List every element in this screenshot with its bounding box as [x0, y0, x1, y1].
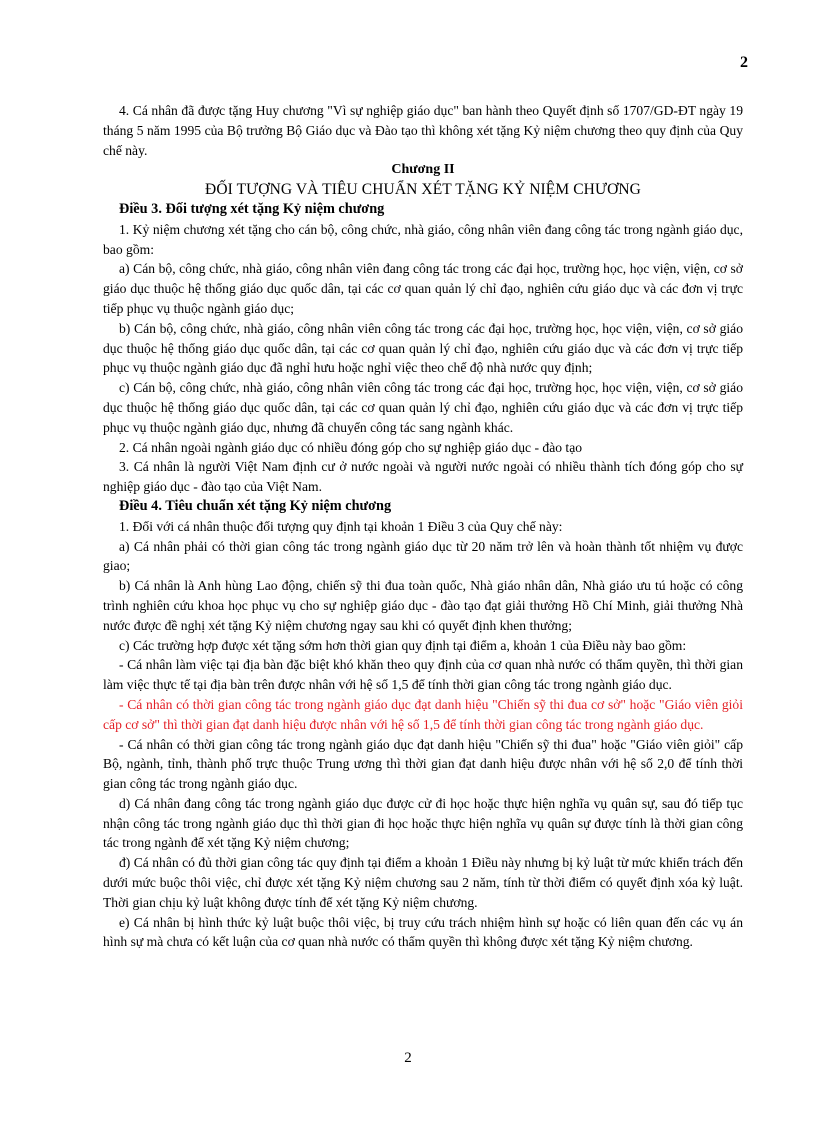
document-body — [103, 101, 743, 952]
chapter-heading: Chương II — [391, 162, 455, 178]
page-number-top: 2 — [740, 54, 748, 71]
paragraph: 1. Đối với cá nhân thuộc đối tượng quy định tại khoản 1 Điều 3 của Quy chế này: — [119, 518, 563, 534]
paragraph: b) Cán bộ, công chức, nhà giáo, công nhân viên công tác trong các đại học, trường học, học viện, viện, cơ sở giáo dục thuộc hệ thống giáo dục quốc dân, tại các cơ quan quản lý chỉ đạo, nghiên cứu giáo dục và các đơn vị trực tiếp phục vụ thuộc ngành giáo dục đã nghỉ hưu hoặc nghỉ việc theo chế độ nhà nước quy định; — [103, 320, 743, 376]
paragraph: e) Cá nhân bị hình thức kỷ luật buộc thôi việc, bị truy cứu trách nhiệm hình sự hoặc có liên quan đến các vụ án hình sự mà chưa có kết luận của cơ quan nhà nước có thẩm quyền thì không được xét tặng Kỷ niệm chương. — [103, 914, 743, 950]
paragraph: b) Cá nhân là Anh hùng Lao động, chiến sỹ thi đua toàn quốc, Nhà giáo nhân dân, Nhà giáo ưu tú hoặc có công trình nghiên cứu khoa học phục vụ cho sự nghiệp giáo dục - đào tạo đạt giải thưởng Hồ Chí Minh, giải thưởng Nhà nước được đề nghị xét tặng Kỷ niệm chương ngay sau khi có quyết định khen thưởng; — [103, 578, 743, 633]
paragraph: a) Cán bộ, công chức, nhà giáo, công nhân viên đang công tác trong các đại học, trường học, học viện, viện, cơ sở giáo dục thuộc hệ thống giáo dục quốc dân, tại các cơ quan quản lý chỉ đạo, nghiên cứu giáo dục và các đơn vị trực tiếp phục vụ thuộc ngành giáo dục; — [103, 261, 743, 316]
article-3-heading: Điều 3. Đối tượng xét tặng Kỷ niệm chương — [119, 200, 385, 217]
paragraph: a) Cá nhân phải có thời gian công tác trong ngành giáo dục từ 20 năm trở lên và hoàn thành tốt nhiệm vụ được giao; — [103, 538, 743, 574]
paragraph: d) Cá nhân đang công tác trong ngành giáo dục được cử đi học hoặc thực hiện nghĩa vụ quân sự, sau đó tiếp tục nhận công tác trong ngành giáo dục thì thời gian đi học hoặc thực hiện nghĩa vụ quân sự được tính là thời gian công tác trong ngành để xét tặng Kỷ niệm chương; — [103, 795, 743, 851]
paragraph: - Cá nhân có thời gian công tác trong ngành giáo dục đạt danh hiệu "Chiến sỹ thi đua" hoặc "Giáo viên giỏi" cấp Bộ, ngành, tỉnh, thành phố trực thuộc Trung ương thì thời gian đạt danh hiệu được nhân với hệ số 2,0 để tính thời gian công tác trong ngành giáo dục. — [103, 736, 743, 792]
paragraph-item-4: 4. Cá nhân đã được tặng Huy chương "Vì sự nghiệp giáo dục" ban hành theo Quyết định số 1707/GD-ĐT ngày 19 tháng 5 năm 1995 của Bộ trưởng Bộ Giáo dục và Đào tạo thì không xét tặng Kỷ niệm chương theo quy định của Quy chế này. — [103, 103, 743, 158]
page-number-bottom: 2 — [404, 1050, 412, 1066]
paragraph: đ) Cá nhân có đủ thời gian công tác quy định tại điểm a khoản 1 Điều này nhưng bị kỷ luật từ mức khiển trách đến dưới mức buộc thôi việc, chỉ được xét tặng Kỷ niệm chương sau 2 năm, tính từ thời điểm có quyết định xóa kỷ luật. Thời gian chịu kỷ luật không được tính để xét tặng Kỷ niệm chương. — [103, 855, 743, 910]
highlighted-paragraph: - Cá nhân có thời gian công tác trong ngành giáo dục đạt danh hiệu "Chiến sỹ thi đua cơ sở" hoặc "Giáo viên giỏi cấp cơ sở" thì thời gian đạt danh hiệu được nhân với hệ số 1,5 để tính thời gian công tác trong ngành giáo dục. — [103, 696, 743, 732]
article-4-heading: Điều 4. Tiêu chuẩn xét tặng Kỷ niệm chương — [119, 497, 392, 514]
chapter-title: ĐỐI TƯỢNG VÀ TIÊU CHUẨN XÉT TẶNG KỶ NIỆM CHƯƠNG — [205, 181, 641, 199]
paragraph: 2. Cá nhân ngoài ngành giáo dục có nhiều đóng góp cho sự nghiệp giáo dục - đào tạo — [119, 439, 583, 455]
paragraph: 3. Cá nhân là người Việt Nam định cư ở nước ngoài và người nước ngoài có nhiều thành tích đóng góp cho sự nghiệp giáo dục - đào tạo của Việt Nam. — [103, 459, 743, 495]
paragraph: c) Cán bộ, công chức, nhà giáo, công nhân viên công tác trong các đại học, trường học, học viện, viện, cơ sở giáo dục thuộc hệ thống giáo dục quốc dân, tại các cơ quan quản lý chỉ đạo, nghiên cứu giáo dục và các đơn vị trực tiếp phục vụ thuộc ngành giáo dục, nhưng đã chuyển công tác sang ngành khác. — [103, 380, 743, 435]
paragraph: - Cá nhân làm việc tại địa bàn đặc biệt khó khăn theo quy định của cơ quan nhà nước có thẩm quyền, thì thời gian làm việc thực tế tại địa bàn trên được nhân với hệ số 1,5 để tính thời gian công tác trong ngành giáo dục. — [103, 657, 743, 693]
paragraph: c) Các trường hợp được xét tặng sớm hơn thời gian quy định tại điểm a, khoản 1 của Điều này bao gồm: — [119, 637, 687, 653]
paragraph: 1. Kỷ niệm chương xét tặng cho cán bộ, công chức, nhà giáo, công nhân viên đang công tác trong ngành giáo dục, bao gồm: — [103, 221, 743, 257]
